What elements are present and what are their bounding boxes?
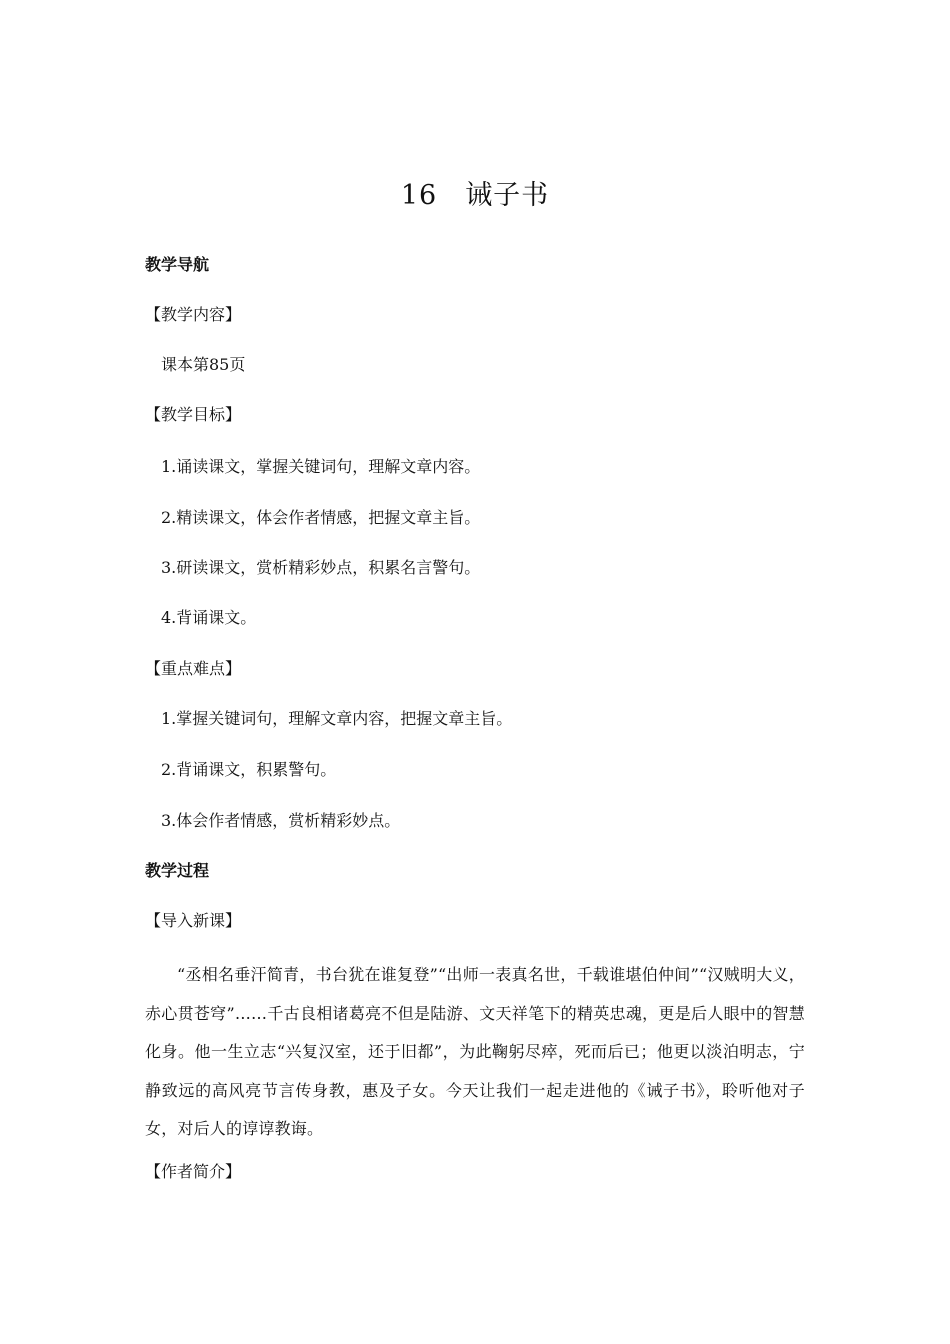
content-text: 课本第85页 [161, 355, 246, 374]
label-content: 【教学内容】 [145, 305, 242, 324]
key-point-item: 2.背诵课文，积累警句。 [161, 760, 337, 779]
lesson-title: 诫子书 [465, 180, 550, 211]
goal-item: 2.精读课文，体会作者情感，把握文章主旨。 [161, 508, 481, 527]
goal-item: 1.诵读课文，掌握关键词句，理解文章内容。 [161, 457, 481, 476]
label-intro: 【导入新课】 [145, 911, 242, 930]
label-goals: 【教学目标】 [145, 405, 242, 424]
section-heading-nav: 教学导航 [145, 255, 210, 274]
intro-paragraph: “丞相名垂汗简青，书台犹在谁复登”“出师一表真名世，千载谁堪伯仲间”“汉贼明大义，赤心贯苍穹”……千古良相诸葛亮不但是陆游、文天祥笔下的精英忠魂，更是后人眼中的智慧化身。他一生立志“兴复汉室，还于旧都”，为此鞠躬尽瘁，死而后已；他更以淡泊明志，宁静致远的高风亮节言传身教，惠及子女。今天让我们一起走进他的《诫子书》，聆听他对子女，对后人的谆谆教诲。 [145, 965, 805, 1138]
label-author: 【作者简介】 [145, 1162, 242, 1181]
section-heading-process: 教学过程 [145, 861, 210, 880]
label-key-points: 【重点难点】 [145, 659, 242, 678]
goal-item: 4.背诵课文。 [161, 608, 257, 627]
key-point-item: 1.掌握关键词句，理解文章内容，把握文章主旨。 [161, 709, 513, 728]
lesson-number: 16 [400, 180, 438, 211]
page-title [0, 176, 950, 216]
goal-item: 3.研读课文，赏析精彩妙点，积累名言警句。 [161, 558, 481, 577]
key-point-item: 3.体会作者情感，赏析精彩妙点。 [161, 811, 401, 830]
